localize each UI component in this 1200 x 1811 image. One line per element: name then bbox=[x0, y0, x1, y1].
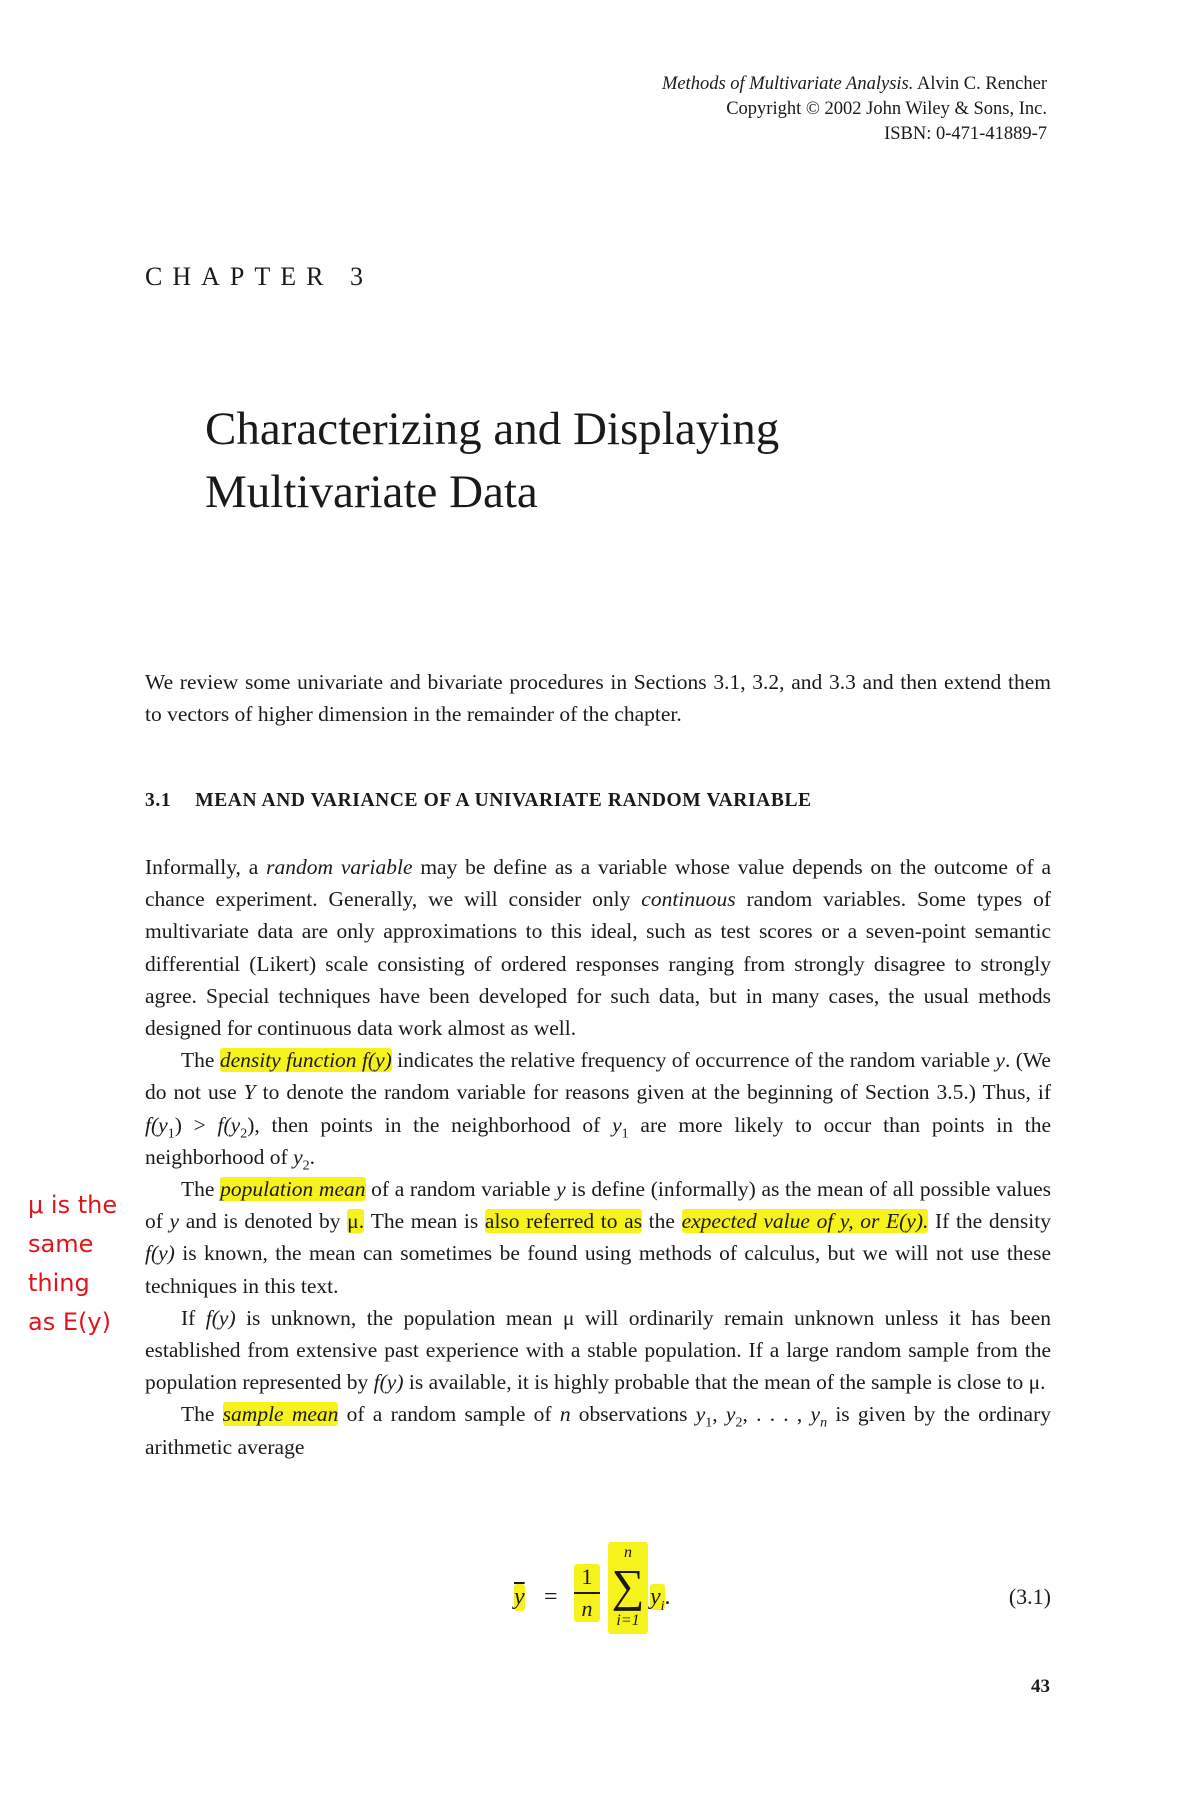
section-heading bbox=[145, 790, 812, 812]
annotation-line-3: thing bbox=[28, 1269, 90, 1297]
paragraph-population-mean: The population mean of a random variable y is define (informally) as the mean of all possible values of y and is denoted by μ. The mean is also referred to as the expected value of y, or E(y). If the density f(y) is known, the mean can sometimes be found using methods of calculus, but we will not use these techniques in this text. bbox=[145, 1177, 1051, 1298]
highlight-expected-value: expected value of y, or E(y). bbox=[681, 1209, 929, 1234]
highlight-population-mean: population mean bbox=[220, 1177, 366, 1202]
highlight-mu: μ. bbox=[347, 1209, 365, 1234]
paragraph-sample-mean: The sample mean of a random sample of n observations $y_1$, $y_2$, . . . , $y_n$ is given by the ordinary arithmetic average bbox=[145, 1402, 1052, 1459]
annotation-line-1: μ is the bbox=[28, 1191, 118, 1219]
intro-paragraph: We review some univariate and bivariate procedures in Sections 3.1, 3.2, and 3.3 and then extend them to vectors of higher dimension in the remainder of the chapter. bbox=[145, 670, 1051, 726]
equation-summation: n ∑ i=1 bbox=[608, 1542, 648, 1634]
book-title: Methods of Multivariate Analysis. bbox=[661, 74, 914, 94]
equation-equals: = bbox=[544, 1584, 558, 1610]
paragraph-unknown-density: If f(y) is unknown, the population mean μ will ordinarily remain unknown unless it has been established from extensive past experience with a stable population. If a large random sample from the population represented by f(y) is available, it is highly probable that the mean of the sample is close to μ. bbox=[145, 1305, 1051, 1395]
chapter-title bbox=[205, 398, 779, 524]
isbn-line: ISBN: 0-471-41889-7 bbox=[884, 124, 1047, 144]
equation-sample-mean bbox=[510, 1542, 1051, 1652]
citation-line bbox=[662, 72, 1047, 97]
annotation-line-2: same bbox=[28, 1230, 94, 1258]
author: Alvin C. Rencher bbox=[917, 74, 1047, 94]
chapter-title-line-1: Characterizing and Displaying bbox=[205, 403, 780, 455]
highlight-density-function: density function f(y) bbox=[219, 1048, 392, 1073]
highlight-also-referred: also referred to as bbox=[484, 1209, 643, 1234]
paragraph-density-function: The density function f(y) indicates the relative frequency of occurrence of the random variable y. (We do not use Y to denote the random variable for reasons given at the beginning of Section 3.5.) Thus, if $f(y_1) > f(y_2)$, then points in the neighborhood of $y_1$ are more likely to occur than points in the neighborhood of $y_2$. bbox=[145, 1048, 1051, 1174]
paragraph-random-variable: Informally, a random variable may be define as a variable whose value depends on the outcome of a chance experiment. Generally, we will consider only continuous random variables. Some types of multivariate data are only approximations to this ideal, such as test scores or a seven-point semantic differential (Likert) scale consisting of ordered responses ranging from strongly disagree to strongly agree. Special techniques have been developed for such data, but in many cases, the usual methods designed for continuous data work almost as well. bbox=[145, 855, 1051, 1041]
highlight-sample-mean: sample mean bbox=[222, 1402, 339, 1427]
equation-ybar: $\overline{y}$ bbox=[514, 1584, 525, 1610]
page-number: 43 bbox=[1031, 1676, 1050, 1697]
running-header bbox=[662, 72, 1047, 147]
section-title: MEAN AND VARIANCE OF A UNIVARIATE RANDOM VARIABLE bbox=[195, 790, 812, 811]
chapter-title-line-2: Multivariate Data bbox=[205, 466, 538, 518]
equation-number: (3.1) bbox=[1008, 1584, 1051, 1609]
equation-fraction: 1 n bbox=[574, 1564, 600, 1622]
copyright-line: Copyright © 2002 John Wiley & Sons, Inc. bbox=[726, 99, 1047, 119]
equation-term: $y_i$. bbox=[650, 1584, 671, 1614]
section-number: 3.1 bbox=[145, 790, 172, 811]
section-body bbox=[145, 851, 1051, 1463]
handwritten-annotation bbox=[28, 1186, 138, 1342]
annotation-line-4: as E(y) bbox=[28, 1308, 111, 1336]
chapter-label: CHAPTER 3 bbox=[145, 262, 373, 291]
